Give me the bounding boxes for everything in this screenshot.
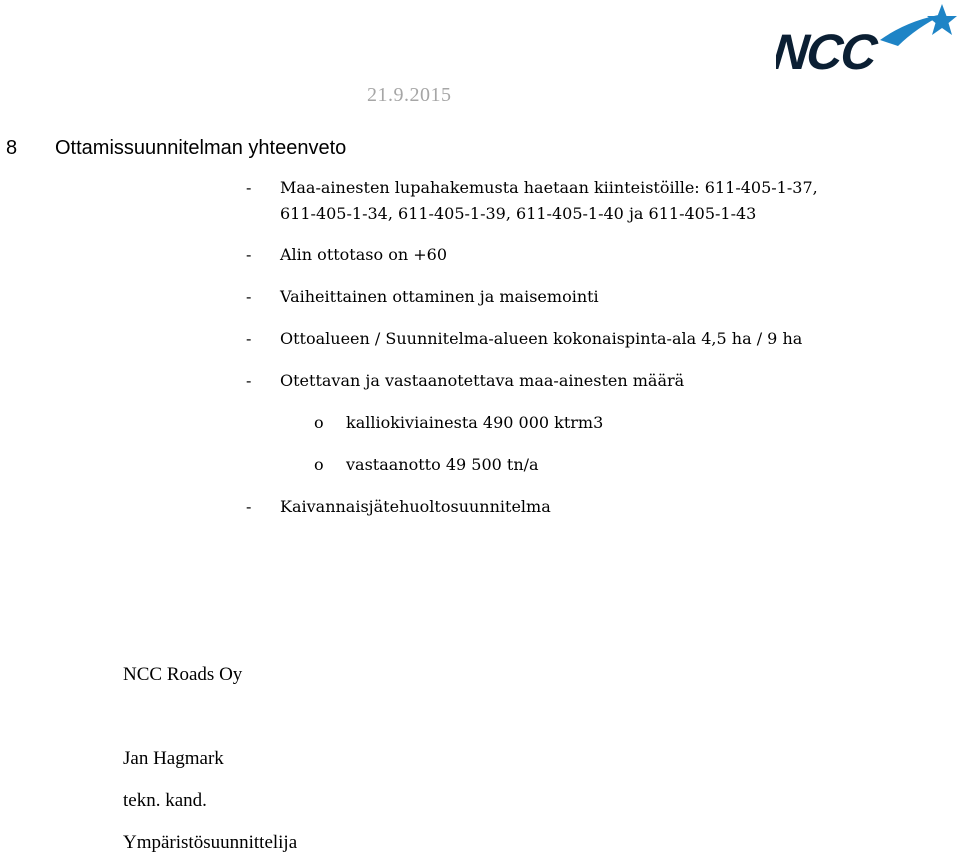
sublist-item-rock: kalliokiviainesta 490 000 ktrm3	[346, 413, 604, 432]
list-item-material-amount: Otettavan ja vastaanotettava maa-ainesten määrä	[280, 371, 685, 390]
list-item-permit-line-2: 611-405-1-34, 611-405-1-39, 611-405-1-40 ja 611-405-1-43	[280, 204, 757, 223]
signature-company: NCC Roads Oy	[123, 664, 243, 685]
list-item-area: Ottoalueen / Suunnitelma-alueen kokonaispinta-ala 4,5 ha / 9 ha	[280, 329, 803, 348]
list-marker: -	[246, 245, 252, 264]
sublist-marker: o	[314, 413, 324, 432]
list-marker: -	[246, 178, 252, 197]
document-date: 21.9.2015	[367, 84, 452, 106]
section-title: Ottamissuunnitelman yhteenveto	[55, 137, 347, 159]
ncc-logo	[776, 2, 958, 76]
section-number: 8	[6, 137, 18, 159]
list-item-lowest-level: Alin ottotaso on +60	[280, 245, 447, 264]
section-heading	[6, 137, 346, 160]
list-item-waste-plan: Kaivannaisjätehuoltosuunnitelma	[280, 497, 551, 516]
signature-name: Jan Hagmark	[123, 748, 224, 769]
list-marker: -	[246, 371, 252, 390]
sublist-marker: o	[314, 455, 324, 474]
sublist-item-reception: vastaanotto 49 500 tn/a	[346, 455, 539, 474]
list-item-phased-extraction: Vaiheittainen ottaminen ja maisemointi	[280, 287, 599, 306]
list-marker: -	[246, 497, 252, 516]
signature-degree: tekn. kand.	[123, 790, 207, 811]
list-marker: -	[246, 329, 252, 348]
signature-role: Ympäristösuunnittelija	[123, 832, 298, 853]
list-marker: -	[246, 287, 252, 306]
svg-text:NCC: NCC	[776, 24, 878, 76]
list-item-permit-line-1: Maa-ainesten lupahakemusta haetaan kiinteistöille: 611-405-1-37,	[280, 178, 818, 197]
